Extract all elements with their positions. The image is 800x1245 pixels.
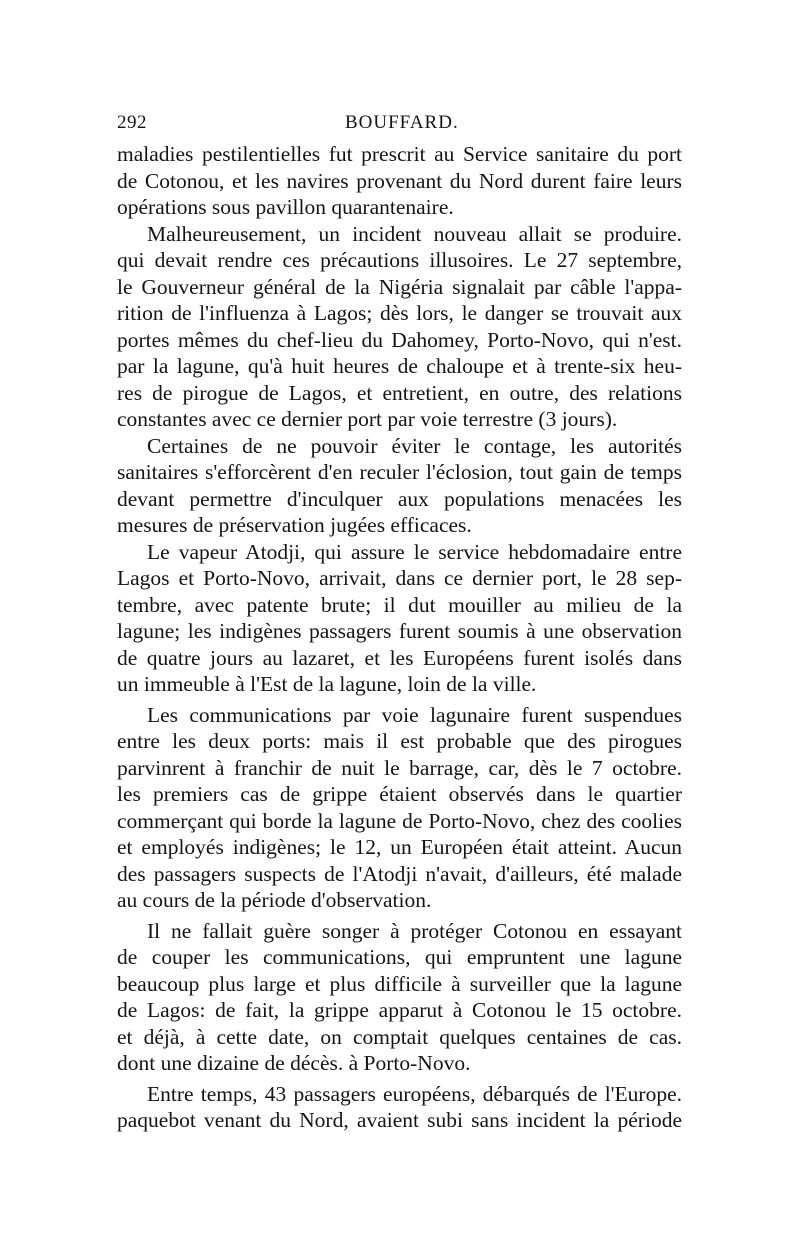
paragraph-first-line: Certaines de ne pouvoir éviter le contage, les autorités [147,433,682,458]
text-line: dont une dizaine de décès. à Porto-Novo. [117,1051,471,1075]
text-line: beaucoup plus large et plus difficile à surveiller que la lagune [117,971,682,996]
text-line: sanitaires s'efforcèrent d'en reculer l'éclosion, tout gain de temps [117,460,682,484]
paragraph-first-line: Entre temps, 43 passagers européens, débarqués de l'Europe. [147,1081,682,1106]
text-line: opérations sous pavillon quarantenaire. [117,195,454,219]
text-line: constantes avec ce dernier port par voie terrestre (3 jours). [117,407,618,431]
paragraph-first-line: Il ne fallait guère songer à protéger Cotonou en essayant [147,918,682,943]
text-line: les premiers cas de grippe étaient observés dans le quartier [117,782,682,806]
text-line: par la lagune, qu'à huit heures de chaloupe et à trente-six heu- [117,354,682,378]
text-line: de Lagos: de fait, la grippe apparut à Cotonou le 15 octobre. [117,998,682,1022]
text-line: rition de l'influenza à Lagos; dès lors, le danger se trouvait aux [117,301,682,325]
text-line: res de pirogue de Lagos, et entretient, en outre, des relations [117,380,682,405]
paragraph-first-line: Le vapeur Atodji, qui assure le service hebdomadaire entre [147,539,682,564]
text-line: qui devait rendre ces précautions illusoires. Le 27 septembre, [117,248,682,272]
text-line: un immeuble à l'Est de la lagune, loin de la ville. [117,672,537,696]
page-number: 292 [117,112,147,133]
text-line: de quatre jours au lazaret, et les Européens furent isolés dans [117,645,682,670]
text-line: lagune; les indigènes passagers furent soumis à une observation [117,619,682,643]
text-line: devant permettre d'inculquer aux populations menacées les [117,486,682,511]
page-header [117,112,682,140]
text-line: au cours de la période d'observation. [117,888,432,912]
text-line: et employés indigènes; le 12, un Européen était atteint. Aucun [117,835,682,859]
body-text [117,141,682,1134]
text-line: maladies pestilentielles fut prescrit au Service sanitaire du port [117,142,682,166]
text-line: paquebot venant du Nord, avaient subi sans incident la période [117,1108,682,1132]
text-line: entre les deux ports: mais il est probable que des pirogues [117,729,682,753]
text-line: parvinrent à franchir de nuit le barrage, car, dès le 7 octobre. [117,755,682,780]
text-line: mesures de préservation jugées efficaces. [117,513,472,537]
text-line: le Gouverneur général de la Nigéria signalait par câble l'appa- [117,274,682,299]
text-line: portes mêmes du chef-lieu du Dahomey, Porto-Novo, qui n'est. [117,327,682,352]
text-line: de couper les communications, qui empruntent une lagune [117,945,682,969]
text-line: tembre, avec patente brute; il dut mouiller au milieu de la [117,592,682,617]
running-head: BOUFFARD. [345,112,459,133]
paragraph-first-line: Les communications par voie lagunaire furent suspendues [147,702,682,727]
text-line: commerçant qui borde la lagune de Porto-Novo, chez des coolies [117,808,682,833]
text-line: des passagers suspects de l'Atodji n'avait, d'ailleurs, été malade [117,861,682,886]
text-line: Lagos et Porto-Novo, arrivait, dans ce dernier port, le 28 sep- [117,566,682,590]
text-line: et déjà, à cette date, on comptait quelques centaines de cas. [117,1024,682,1049]
paragraph-first-line: Malheureusement, un incident nouveau allait se produire. [147,221,682,246]
text-line: de Cotonou, et les navires provenant du Nord durent faire leurs [117,168,682,193]
